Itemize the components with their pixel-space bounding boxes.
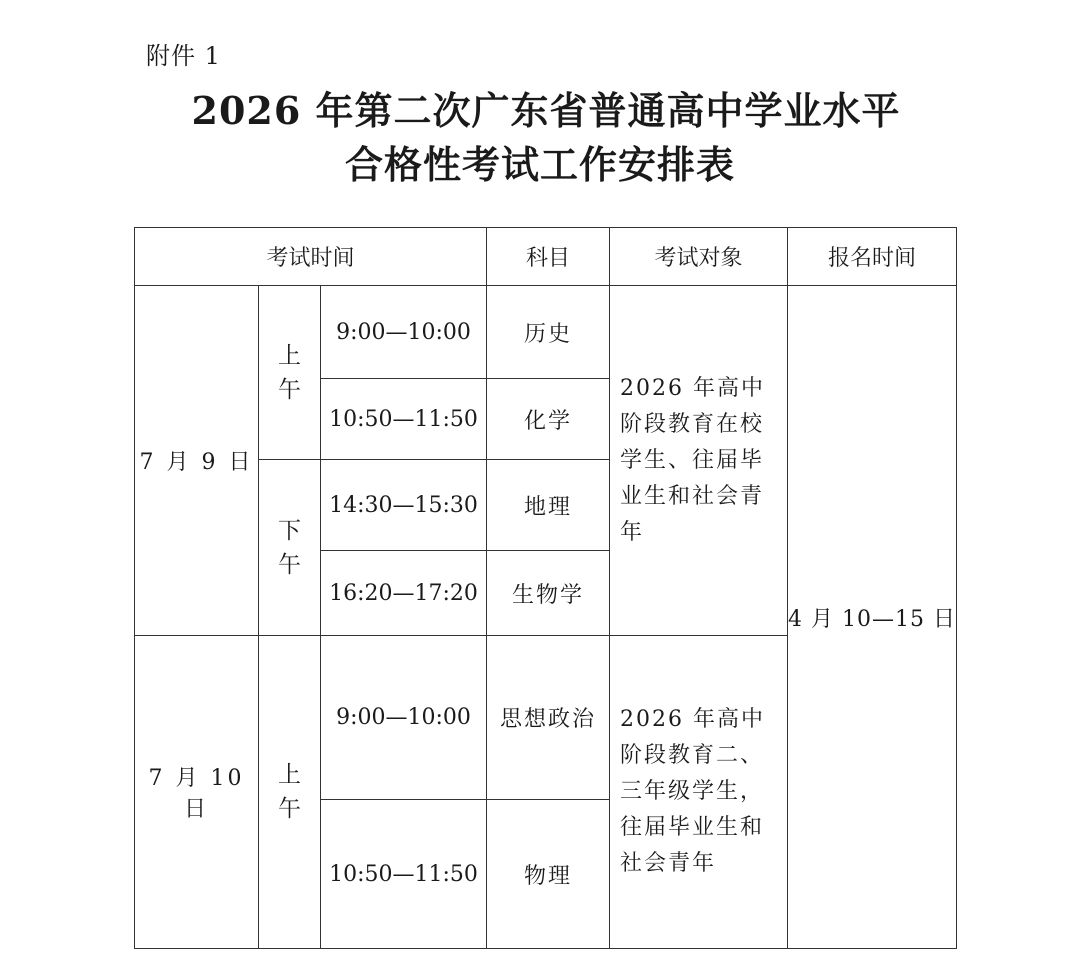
document-title-line-1: 2026 年第二次广东省普通高中学业水平 (191, 88, 901, 133)
time-cell: 9:00—10:00 (321, 636, 487, 800)
date-cell: 7 月 9 日 (135, 286, 259, 636)
period-label: 上午 (278, 342, 301, 403)
document-title-line-2: 合格性考试工作安排表 (344, 142, 735, 187)
target-cell: 2026 年高中阶段教育在校学生、往届毕业生和社会青年 (610, 286, 788, 636)
subject-cell: 思想政治 (487, 636, 610, 800)
target-cell: 2026 年高中阶段教育二、三年级学生，往届毕业生和社会青年 (610, 636, 788, 949)
header-target: 考试对象 (610, 228, 788, 286)
period-cell (259, 636, 321, 949)
time-cell: 14:30—15:30 (321, 460, 487, 551)
header-subject: 科目 (487, 228, 610, 286)
table-row (135, 286, 957, 379)
period-label: 下午 (278, 517, 301, 578)
exam-schedule-table (134, 227, 957, 949)
time-cell: 16:20—17:20 (321, 551, 487, 636)
period-cell (259, 286, 321, 460)
subject-cell: 历史 (487, 286, 610, 379)
time-cell: 10:50—11:50 (321, 800, 487, 949)
table-header-row (135, 228, 957, 286)
registration-cell: 4 月 10—15 日 (788, 286, 957, 949)
header-exam-time: 考试时间 (135, 228, 487, 286)
attachment-label: 附件 1 (146, 42, 221, 70)
time-cell: 10:50—11:50 (321, 379, 487, 460)
subject-cell: 地理 (487, 460, 610, 551)
subject-cell: 物理 (487, 800, 610, 949)
date-cell: 7 月 10 日 (135, 636, 259, 949)
header-registration: 报名时间 (788, 228, 957, 286)
period-cell (259, 460, 321, 636)
subject-cell: 生物学 (487, 551, 610, 636)
time-cell: 9:00—10:00 (321, 286, 487, 379)
period-label: 上午 (278, 762, 301, 822)
subject-cell: 化学 (487, 379, 610, 460)
